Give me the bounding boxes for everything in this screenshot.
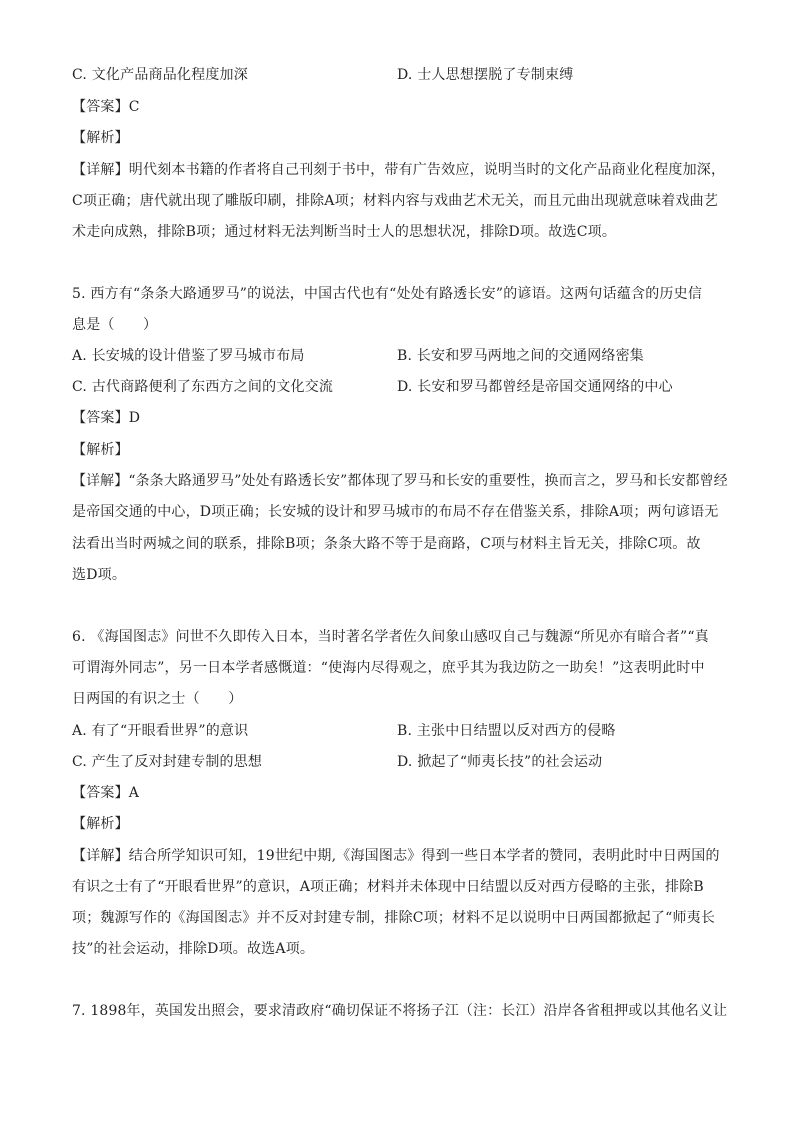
q5-option-b: B. 长安和罗马两地之间的交通网络密集: [397, 348, 644, 364]
q4-detail-line-3: 术走向成熟，排除B项；通过材料无法判断当时士人的思想状况，排除D项。故选C项。: [72, 224, 617, 240]
q6-option-b: B. 主张中日结盟以反对西方的侵略: [397, 723, 616, 739]
q5-answer: 【答案】D: [72, 410, 141, 426]
q5-option-a: A. 长安城的设计借鉴了罗马城市布局: [72, 348, 305, 364]
q4-detail-line-1: 【详解】明代刻本书籍的作者将自己刊刻于书中，带有广告效应，说明当时的文化产品商业化程度加深，: [72, 162, 726, 178]
q5-stem-line-2: 息是（ ）: [72, 317, 158, 333]
q7-stem-line-1: 7. 1898年，英国发出照会，要求清政府“确切保证不将扬子江（注：长江）沿岸各省租押或以其他名义让: [72, 1003, 728, 1019]
q5-analysis-label: 【解析】: [72, 442, 129, 458]
q5-option-d: D. 长安和罗马都曾经是帝国交通网络的中心: [397, 379, 673, 395]
q5-detail-line-2: 是帝国交通的中心，D项正确；长安城的设计和罗马城市的布局不存在借鉴关系，排除A项；两句谚语无: [72, 504, 719, 520]
q4-option-c: C. 文化产品商品化程度加深: [72, 67, 248, 83]
q6-stem-line-3: 日两国的有识之士（ ）: [72, 691, 243, 707]
q6-stem-line-1: 6. 《海国图志》问世不久即传入日本，当时著名学者佐久间象山感叹自己与魏源“所见亦有暗合者”“真: [72, 629, 709, 645]
q4-option-d: D. 士人思想摆脱了专制束缚: [397, 67, 574, 83]
q5-stem-line-1: 5. 西方有“条条大路通罗马”的说法，中国古代也有“处处有路透长安”的谚语。这两句话蕴含的历史信: [72, 286, 703, 302]
q6-answer: 【答案】A: [72, 785, 140, 801]
q5-detail-line-3: 法看出当时两城之间的联系，排除B项；条条大路不等于是商路，C项与材料主旨无关，排除C项。故: [72, 536, 701, 552]
q6-detail-line-4: 技”的社会运动，排除D项。故选A项。: [72, 941, 315, 957]
q5-option-c: C. 古代商路便利了东西方之间的文化交流: [72, 379, 334, 395]
q6-option-c: C. 产生了反对封建专制的思想: [72, 754, 263, 770]
q6-option-d: D. 掀起了“师夷长技”的社会运动: [397, 754, 603, 770]
q6-option-a: A. 有了“开眼看世界”的意识: [72, 723, 249, 739]
q4-detail-line-2: C项正确；唐代就出现了雕版印刷，排除A项；材料内容与戏曲艺术无关，而且元曲出现就意味着戏曲艺: [72, 193, 719, 209]
q6-stem-line-2: 可谓海外同志”，另一日本学者感慨道：“使海内尽得观之，庶乎其为我边防之一助矣！”这表明此时中: [72, 660, 705, 676]
q6-analysis-label: 【解析】: [72, 816, 129, 832]
q4-analysis-label: 【解析】: [72, 130, 129, 146]
q5-detail-line-4: 选D项。: [72, 567, 127, 583]
q5-detail-line-1: 【详解】“条条大路通罗马”处处有路透长安”都体现了罗马和长安的重要性，换而言之，罗马和长安都曾经: [72, 473, 728, 489]
q6-detail-line-2: 有识之士有了“开眼看世界”的意识，A项正确；材料并未体现中日结盟以反对西方侵略的主张，排除B: [72, 879, 704, 895]
q6-detail-line-3: 项；魏源写作的《海国图志》并不反对封建专制，排除C项；材料不足以说明中日两国都掀起了“师夷长: [72, 910, 716, 926]
q6-detail-line-1: 【详解】结合所学知识可知，19世纪中期,《海国图志》得到一些日本学者的赞同，表明此时中日两国的: [72, 848, 720, 864]
q4-answer: 【答案】C: [72, 99, 140, 115]
